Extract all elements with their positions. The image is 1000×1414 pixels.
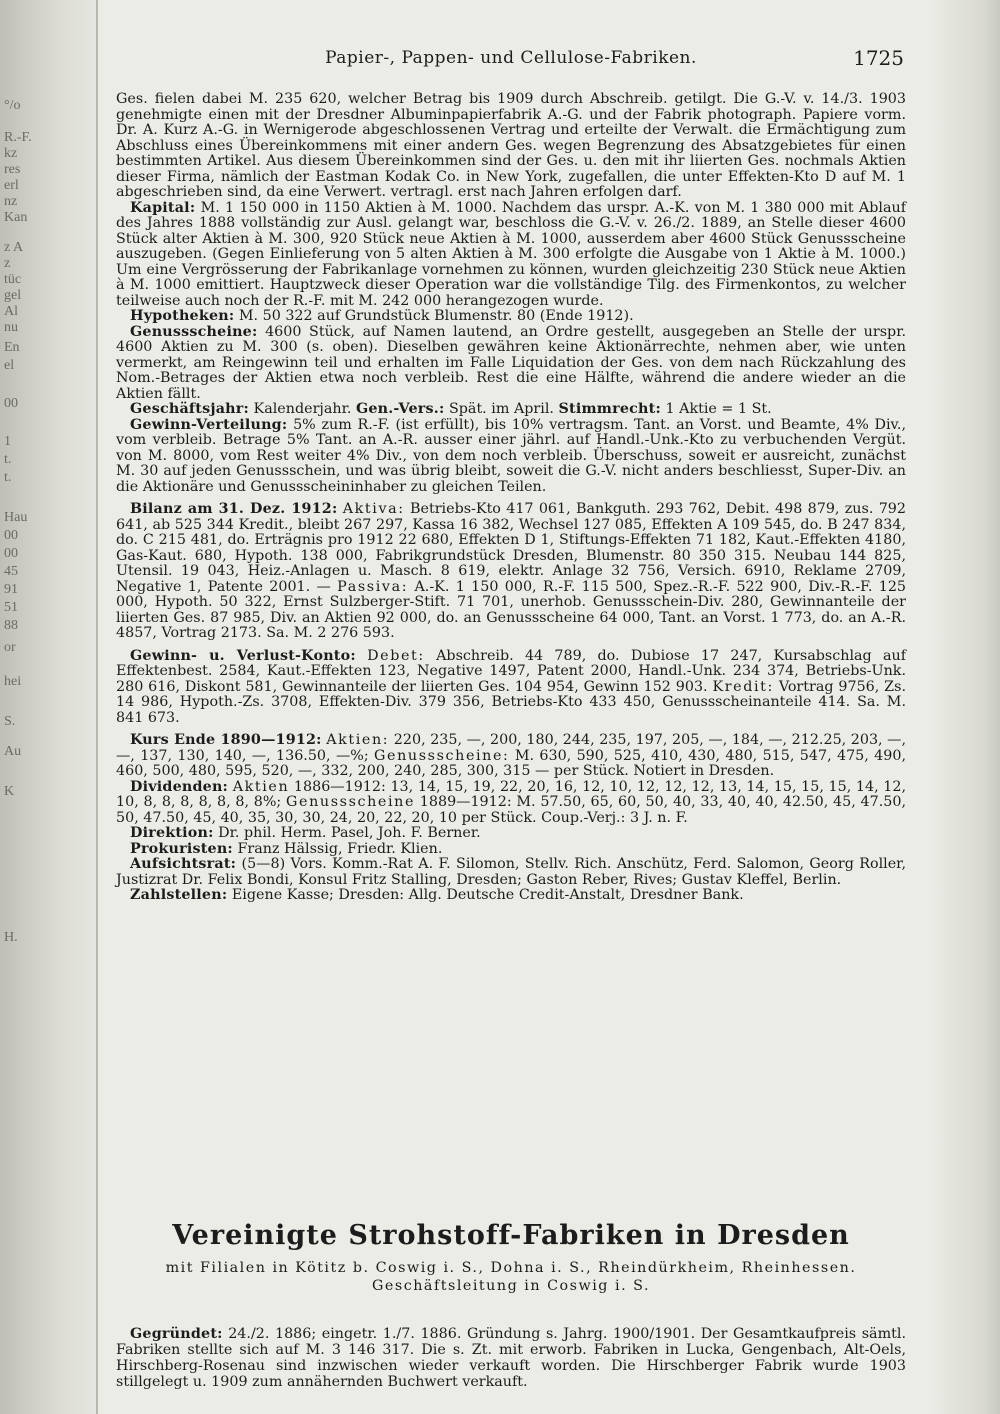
prokuristen-label: Prokuristen: bbox=[130, 840, 233, 857]
zahlstellen-label: Zahlstellen: bbox=[130, 887, 228, 903]
bilanz-aktiva-label: Aktiva: bbox=[342, 501, 405, 517]
gutter-fragment: 00 bbox=[4, 396, 18, 411]
gutter-fragment: t. bbox=[4, 470, 12, 485]
prokuristen-text: Franz Hälssig, Friedr. Klien. bbox=[237, 840, 443, 857]
gutter-fragment: erl bbox=[4, 178, 19, 193]
gutter-fragment: hei bbox=[4, 674, 22, 689]
gutter-fragment: 1 bbox=[4, 434, 11, 449]
dividenden-paragraph bbox=[116, 780, 906, 827]
direktion-paragraph bbox=[116, 826, 906, 842]
article2-text bbox=[116, 1326, 906, 1390]
gegruendet-text: 24./2. 1886; eingetr. 1./7. 1886. Gründung s. Jahrg. 1900/1901. Der Gesamtkaufpreis sämtl. Fabriken stellte sich auf M. 3 146 317. Die s. Zt. mit erworb. Fabriken in Lucka, Gengenbach, Alt-Oels, Hirschberg-Rosenau sind inzwischen wieder verkauft worden. Die Hirschberger Fabrik wurde 1903 stillgelegt u. 1909 zum annähernden Buchwert verkauft. bbox=[116, 1326, 907, 1390]
hypotheken-text: M. 50 322 auf Grundstück Blumenstr. 80 (Ende 1912). bbox=[238, 308, 634, 324]
zahlstellen-text: Eigene Kasse; Dresden: Allg. Deutsche Credit-Anstalt, Dresdner Bank. bbox=[231, 887, 744, 903]
gutter-fragment: R.-F. bbox=[4, 130, 32, 145]
gutter-fragment: 00 bbox=[4, 546, 18, 561]
gutter-fragment: z A bbox=[4, 240, 24, 255]
page-number: 1725 bbox=[853, 46, 904, 70]
gutter-fragment: or bbox=[4, 640, 16, 655]
bilanz-passiva-text: A.-K. 1 150 000, R.-F. 115 500, Spez.-R.-F. 522 900, Div.-R.-F. 125 000, Hypoth. 50 322, Ernst Sulzberger-Stift. 71 701, unerhob. Genussschein-Div. 280, Gewinnanteile der liierten Ges. 87 985, Div. an Aktien 92 000, do. an Genussscheine 64 000, Tant. an Vorst. 1 773, do. an A.-R. 4857, Vortrag 2173. Sa. M. 2 276 593. bbox=[116, 578, 907, 641]
geschaeftsjahr-text: Kalenderjahr. bbox=[253, 401, 352, 417]
kurs-paragraph bbox=[116, 733, 906, 780]
guv-debet-text: Abschreib. 44 789, do. Dubiose 17 247, Kursabschlag auf Effektenbest. 2584, Kaut.-Effekten 123, Negative 1497, Patent 2000, Handl.-Unk. 234 374, Betriebs-Unk. 280 616, Diskont 581, Gewinnanteile der liierten Ges. 104 954, Gewinn 152 903. bbox=[116, 647, 907, 695]
gen-vers-text: Spät. im April. bbox=[448, 401, 554, 417]
kapital-label: Kapital: bbox=[130, 199, 196, 216]
gutter-fragment: kz bbox=[4, 146, 18, 161]
gutter-fragment: 88 bbox=[4, 618, 18, 633]
kurs-label: Kurs Ende 1890—1912: bbox=[130, 732, 322, 748]
div-aktien-text: 1886—1912: 13, 14, 15, 19, 22, 20, 16, 12, 10, 12, 12, 12, 13, 14, 15, 15, 15, 14, 12, 10, 8, 8, 8, 8, 8, 8, 8%; bbox=[116, 778, 907, 810]
gewinn-verteilung-paragraph bbox=[116, 418, 906, 496]
history-paragraph: Ges. fielen dabei M. 235 620, welcher Betrag bis 1909 durch Abschreib. getilgt. Die G.-V. v. 14./3. 1903 genehmigte einen mit der Dresdner Albuminpapierfabrik A.-G. und der Fabrik photograph. Papiere vorm. Dr. A. Kurz A.-G. in Wernigerode abgeschlossenen Vertrag und erteilte der Verwalt. die Ermächtigung zum Abschluss eines Übereinkommens mit einer andern Ges. wegen Begrenzung des Absatzgebietes für einen bestimmten Artikel. Aus diesem Übereinkommen sind der Ges. u. den mit ihr liierten Ges. nochmals Aktien dieser Firma, nämlich der Eastman Kodak Co. in New York, zugefallen, die unter Effekten-Kto D auf M. 1 abgeschrieben sind, da eine Verwert. vertragl. erst nach Jahren erfolgen darf. bbox=[116, 91, 906, 200]
gutter-fragment: En bbox=[4, 340, 20, 355]
gutter-fragment: Au bbox=[4, 744, 22, 759]
gutter-fragment: 00 bbox=[4, 528, 18, 543]
kurs-genuss-label: Genussscheine: bbox=[374, 747, 510, 764]
direktion-text: Dr. phil. Herm. Pasel, Joh. F. Berner. bbox=[218, 825, 481, 841]
guv-debet-label: Debet: bbox=[367, 647, 425, 664]
gutter-fragment: el bbox=[4, 358, 15, 373]
dividenden-label: Dividenden: bbox=[130, 778, 229, 795]
aufsichtsrat-text: (5—8) Vors. Komm.-Rat A. F. Silomon, Stellv. Rich. Anschütz, Ferd. Salomon, Georg Roller, Justizrat Dr. Felix Bondi, Konsul Fritz Stalling, Dresden; Gaston Reber, Rives; Gustav Kleffel, Berlin. bbox=[116, 856, 906, 888]
gutter-fragment: Kan bbox=[4, 210, 28, 225]
company-heading bbox=[116, 1220, 906, 1295]
prokuristen-paragraph bbox=[116, 842, 906, 858]
kurs-aktien-text: 220, 235, —, 200, 180, 244, 235, 197, 205, —, 184, —, 212.25, 203, —, —, 137, 130, 140, —, 136.50, —%; bbox=[116, 732, 907, 764]
bilanz-paragraph bbox=[116, 502, 906, 642]
geschaeftsjahr-paragraph bbox=[116, 402, 906, 418]
genussscheine-text: 4600 Stück, auf Namen lautend, an Ordre gestellt, ausgegeben an Stelle der urspr. 4600 Aktien zu M. 300 (s. oben). Dieselben gewähren keine Aktionärrechte, nehmen aber, wie unten vermerkt, am Reingewinn teil und erhalten im Falle Liquidation der Ges. von dem nach Rückzahlung des Nom.-Betrages der Aktien etwa noch verbleib. Rest die eine Hälfte, während die andere wieder an die Aktien fällt. bbox=[116, 323, 906, 402]
kapital-text: M. 1 150 000 in 1150 Aktien à M. 1000. Nachdem das urspr. A.-K. von M. 1 380 000 mit Ablauf des Jahres 1888 vollständig zur Ausl. gelangt war, beschloss die G.-V. v. 26./2. 1889, an Stelle dieser 4600 Stück alter Aktien à M. 300, 920 Stück neue Aktien à M. 1000, ausserdem aber 4600 Stück Genussscheine auszugeben. (Gegen Einlieferung von 5 alten Aktien à M. 300 erfolgte die Ausgabe von 1 Aktie à M. 1000.) Um eine Vergrösserung der Fabrikanlage vornehmen zu können, wurden gleichzeitig 230 Stück neue Aktien à M. 1000 emittiert. Hauptzweck dieser Operation war die vollständige Tilg. des Firmenkontos, zu welcher teilweise auch noch der R.-F. mit M. 242 000 herangezogen wurde. bbox=[116, 199, 907, 309]
bilanz-passiva-label: Passiva: bbox=[337, 578, 409, 595]
gutter-fragment: nu bbox=[4, 320, 18, 335]
company-subtitle bbox=[116, 1259, 906, 1295]
aufsichtsrat-paragraph bbox=[116, 857, 906, 888]
gutter-fragment: tüc bbox=[4, 272, 22, 287]
div-aktien-label: Aktien bbox=[232, 778, 290, 795]
div-genuss-label: Genussscheine bbox=[286, 794, 416, 810]
gegruendet-paragraph bbox=[116, 1326, 906, 1390]
gutter-fragment: res bbox=[4, 162, 21, 177]
kurs-genuss-text: M. 630, 590, 525, 410, 430, 480, 515, 547, 475, 490, 460, 500, 480, 595, 520, —, 332, 200, 240, 285, 300, 315 — per Stück. Notiert in Dresden. bbox=[116, 747, 907, 779]
gutter-fragment: Hau bbox=[4, 510, 28, 525]
gutter-fragment: H. bbox=[4, 930, 18, 945]
geschaeftsjahr-label: Geschäftsjahr: bbox=[130, 401, 249, 417]
gutter-fragment: K bbox=[4, 784, 15, 799]
gutter-fragment: 45 bbox=[4, 564, 18, 579]
hypotheken-paragraph bbox=[116, 309, 906, 325]
guv-kredit-label: Kredit: bbox=[712, 678, 774, 695]
gutter-fragment: nz bbox=[4, 194, 18, 209]
gegruendet-label: Gegründet: bbox=[130, 1326, 223, 1342]
gewinn-verteilung-label: Gewinn-Verteilung: bbox=[130, 416, 288, 433]
guv-label: Gewinn- u. Verlust-Konto: bbox=[130, 647, 356, 664]
running-title: Papier-, Pappen- und Cellulose-Fabriken. bbox=[325, 48, 697, 68]
hypotheken-label: Hypotheken: bbox=[130, 308, 235, 324]
genussscheine-label: Genussscheine: bbox=[130, 323, 258, 340]
gewinn-verteilung-text: 5% zum R.-F. (ist erfüllt), bis 10% vertragsm. Tant. an Vorst. und Beamte, 4% Div., vom verbleib. Betrage 5% Tant. an A.-R. ausser einer jährl. auf Handl.-Unk.-Kto zu verbuchenden Vergüt. von M. 8000, vom Rest weiter 4% Div., von dem noch verbleib. Überschuss, soweit er ausreicht, zunächst M. 30 auf jeden Genussschein, und was übrig bleibt, soweit die G.-V. nicht anders beschliesst, Super-Div. an die Aktionäre und Genussscheininhaber zu gleichen Teilen. bbox=[116, 416, 906, 495]
zahlstellen-paragraph bbox=[116, 888, 906, 904]
gutter-fragment: 91 bbox=[4, 582, 18, 597]
guv-kredit-text: Vortrag 9756, Zs. 14 986, Hypoth.-Zs. 3708, Effekten-Div. 379 356, Betriebs-Kto 433 450, Genussscheinanteile 414. Sa. M. 841 673. bbox=[116, 678, 906, 726]
stimmrecht-label: Stimmrecht: bbox=[558, 401, 661, 417]
gutter-fragment: t. bbox=[4, 452, 12, 467]
bilanz-label: Bilanz am 31. Dez. 1912: bbox=[130, 501, 338, 517]
aufsichtsrat-label: Aufsichtsrat: bbox=[130, 856, 237, 872]
company-subtitle-line: Geschäftsleitung in Coswig i. S. bbox=[372, 1278, 650, 1294]
gutter-fragment: °/o bbox=[4, 98, 21, 113]
gutter-fragment: gel bbox=[4, 288, 22, 303]
gen-vers-label: Gen.-Vers.: bbox=[355, 401, 445, 417]
bilanz-aktiva-text: Betriebs-Kto 417 061, Bankguth. 293 762, Debit. 498 879, zus. 792 641, ab 525 344 Kredit., bleibt 267 297, Kassa 16 382, Wechsel 127 085, Effekten A 109 545, do. B 247 834, do. C 215 481, do. Erträgnis pro 1912 22 680, Effekten D 1, Stiftungs-Effekten 71 182, Kaut.-Effekten 4180, Gas-Kaut. 680, Hypoth. 138 000, Fabrikgrundstück Dresden, Blumenstr. 80 350 315. Neubau 144 825, Utensil. 19 043, Heiz.-Anlagen u. Masch. 8 619, elektr. Anlage 32 756, Versich. 6910, Reklame 2709, Negative 1, Patente 2001. — bbox=[116, 501, 906, 595]
direktion-label: Direktion: bbox=[130, 825, 214, 841]
gutter-fragment: S. bbox=[4, 714, 16, 729]
gutter-fragment: 51 bbox=[4, 600, 18, 615]
gutter-fragment: z bbox=[4, 256, 11, 271]
kapital-paragraph bbox=[116, 201, 906, 310]
genussscheine-paragraph bbox=[116, 325, 906, 403]
article-text bbox=[116, 92, 906, 904]
guv-paragraph bbox=[116, 649, 906, 727]
adjacent-page-gutter bbox=[0, 0, 98, 1414]
gutter-fragment: Al bbox=[4, 304, 18, 319]
running-header bbox=[116, 46, 906, 72]
company-subtitle-line: mit Filialen in Kötitz b. Coswig i. S., Dohna i. S., Rheindürkheim, Rheinhessen. bbox=[165, 1260, 857, 1276]
stimmrecht-text: 1 Aktie = 1 St. bbox=[665, 401, 772, 417]
div-genuss-text: 1889—1912: M. 57.50, 65, 60, 50, 40, 33, 40, 40, 42.50, 45, 47.50, 50, 47.50, 45, 40, 35, 30, 30, 24, 20, 22, 20, 10 per Stück. Coup.-Verj.: 3 J. n. F. bbox=[116, 794, 907, 826]
company-name: Vereinigte Strohstoff-Fabriken in Dresden bbox=[172, 1220, 850, 1251]
kurs-aktien-label: Aktien: bbox=[326, 732, 390, 748]
